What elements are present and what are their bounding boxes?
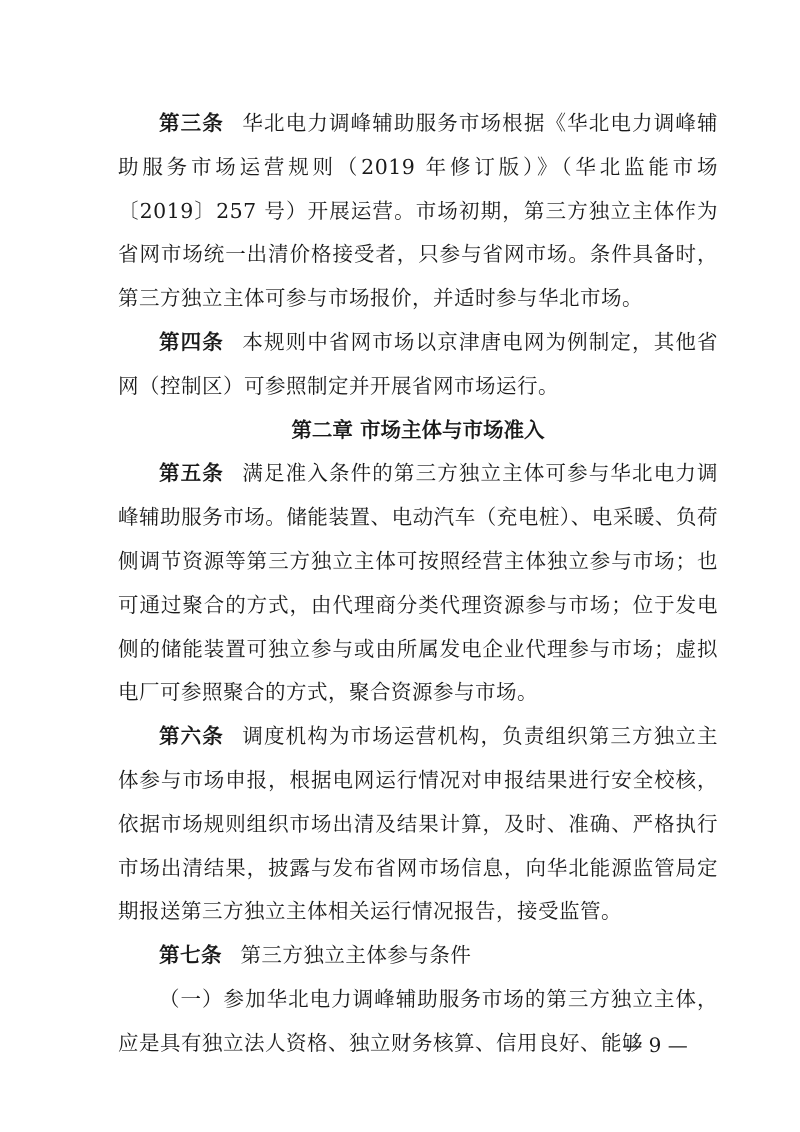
chapter-title: 第二章 市场主体与市场准入	[291, 417, 545, 442]
article-3-label: 第三条	[159, 111, 224, 135]
article-4-label: 第四条	[159, 329, 224, 354]
article-6-label: 第六条	[159, 724, 224, 749]
page-number: — 9 —	[622, 1033, 688, 1057]
article-7-label: 第七条	[159, 943, 222, 968]
article-5-text: 满足准入条件的第三方独立主体可参与华北电力调峰辅助服务市场。储能装置、电动汽车（充电桩）、电采暖、负荷侧调节资源等第三方独立主体可按照经营主体独立参与市场；也可通过聚合的方式，由代理商分类代理资源参与市场；位于发电侧的储能装置可独立参与或由所属发电企业代理参与市场；虚拟电厂可参照聚合的方式，聚合资源参与市场。	[118, 461, 719, 705]
article-6	[118, 715, 718, 934]
article-6-text: 调度机构为市场运营机构，负责组织第三方独立主体参与市场申报，根据电网运行情况对申报结果进行安全校核，依据市场规则组织市场出清及结果计算，及时、准确、严格执行市场出清结果，披露与发布省网市场信息，向华北能源监管局定期报送第三方独立主体相关运行情况报告，接受监管。	[118, 724, 719, 924]
article-3	[118, 102, 718, 321]
article-7	[118, 934, 718, 978]
item-one: （一）参加华北电力调峰辅助服务市场的第三方独立主体，应是具有独立法人资格、独立财务核算、信用良好、能够	[118, 986, 718, 1055]
article-3-text: 华北电力调峰辅助服务市场根据《华北电力调峰辅助服务市场运营规则（2019 年修订版）》（华北监能市场〔2019〕257 号）开展运营。市场初期，第三方独立主体作为省网市场统一出清价格接受者，只参与省网市场。条件具备时，第三方独立主体可参与市场报价，并适时参与华北市场。	[118, 111, 719, 311]
article-7-text: 第三方独立主体参与条件	[240, 943, 472, 968]
article-4-text: 本规则中省网市场以京津唐电网为例制定，其他省网（控制区）可参照制定并开展省网市场运行。	[118, 329, 719, 398]
article-5-label: 第五条	[159, 461, 224, 486]
document-body	[118, 102, 718, 1066]
article-5	[118, 452, 718, 715]
article-4	[118, 321, 718, 409]
